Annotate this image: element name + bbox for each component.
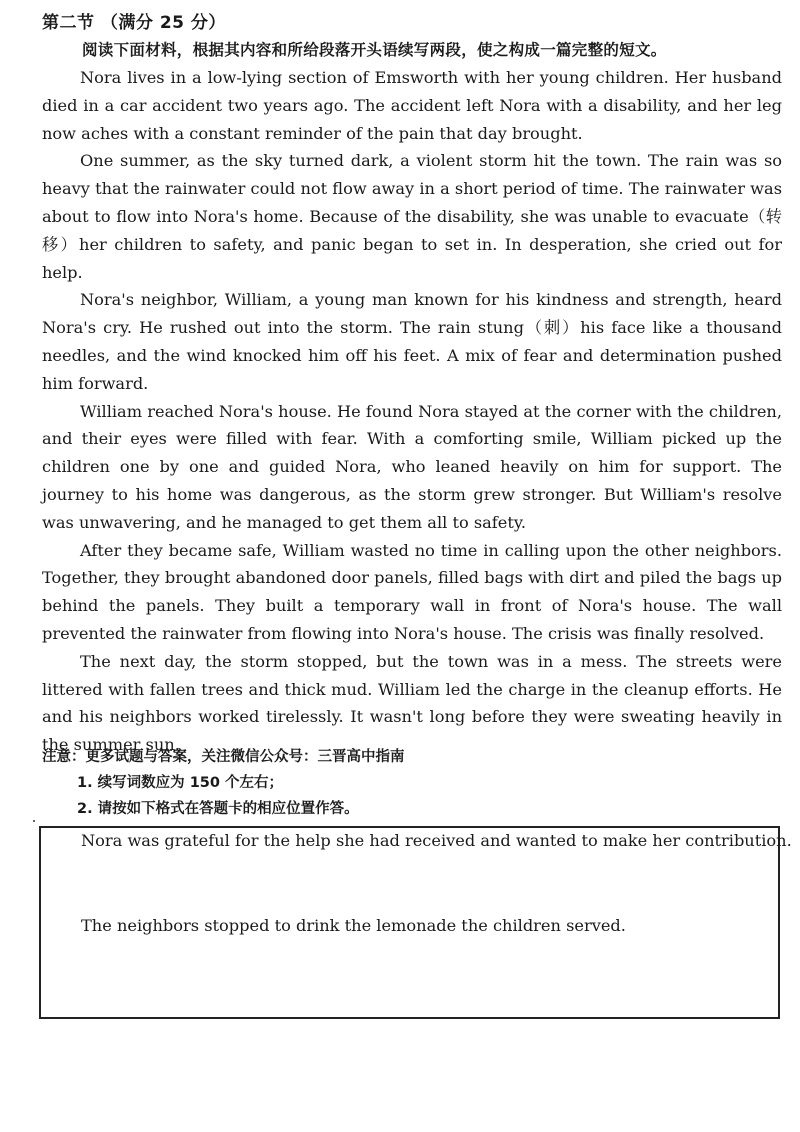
passage-paragraph-5: After they became safe, William wasted no time in calling upon the other neighbors. Together, they brought abandoned door panels, filled bags with dirt and piled the bags up behind the panels. They built a temporary wall in front of Nora's house. The wall prevented the rainwater from flowing into Nora's house. The crisis was finally resolved. (42, 540, 782, 643)
section-title: 第二节 （满分 25 分） (42, 13, 226, 33)
passage-paragraph-1: Nora lives in a low-lying section of Emsworth with her young children. Her husband died in a car accident two years ago. The accident left Nora with a disability, and her leg now aches with a constant reminder of the pain that day brought. (42, 68, 782, 143)
passage-paragraph-2: One summer, as the sky turned dark, a violent storm hit the town. The rain was so heavy that the rainwater could not flow away in a short period of time. The rainwater was about to flow into Nora's home. Because of the disability, she was unable to evacuate（转移）her children to safety, and panic began to set in. In desperation, she cried out for help. (42, 151, 782, 282)
notes-heading: 注意：更多试题与答案，关注微信公众号：三晋高中指南 (42, 749, 405, 765)
reading-passage (42, 64, 782, 759)
paragraph-starter-2: The neighbors stopped to drink the lemonade the children served. (81, 916, 626, 935)
answer-box (39, 826, 792, 1019)
notes-section (42, 744, 405, 822)
task-instruction: 阅读下面材料，根据其内容和所给段落开头语续写两段，使之构成一篇完整的短文。 (82, 41, 667, 59)
margin-mark (33, 820, 35, 822)
passage-paragraph-3: Nora's neighbor, William, a young man known for his kindness and strength, heard Nora's cry. He rushed out into the storm. The rain stung（刺）his face like a thousand needles, and the wind knocked him off his feet. A mix of fear and determination pushed him forward. (42, 290, 782, 393)
passage-paragraph-6: The next day, the storm stopped, but the town was in a mess. The streets were littered with fallen trees and thick mud. William led the charge in the cleanup efforts. He and his neighbors worked tirelessly. It wasn't long before they were sweating heavily in the summer sun. (42, 651, 782, 755)
note-item-format: 2. 请按如下格式在答题卡的相应位置作答。 (77, 801, 359, 817)
passage-paragraph-4: William reached Nora's house. He found Nora stayed at the corner with the children, and their eyes were filled with fear. With a comforting smile, William picked up the children one by one and guided Nora, who leaned heavily on him for support. The journey to his home was dangerous, as the storm grew stronger. But William's resolve was unwavering, and he managed to get them all to safety. (42, 401, 782, 532)
paragraph-starter-1: Nora was grateful for the help she had received and wanted to make her contribution. (81, 831, 792, 850)
note-item-word-count: 1. 续写词数应为 150 个左右； (77, 775, 284, 791)
